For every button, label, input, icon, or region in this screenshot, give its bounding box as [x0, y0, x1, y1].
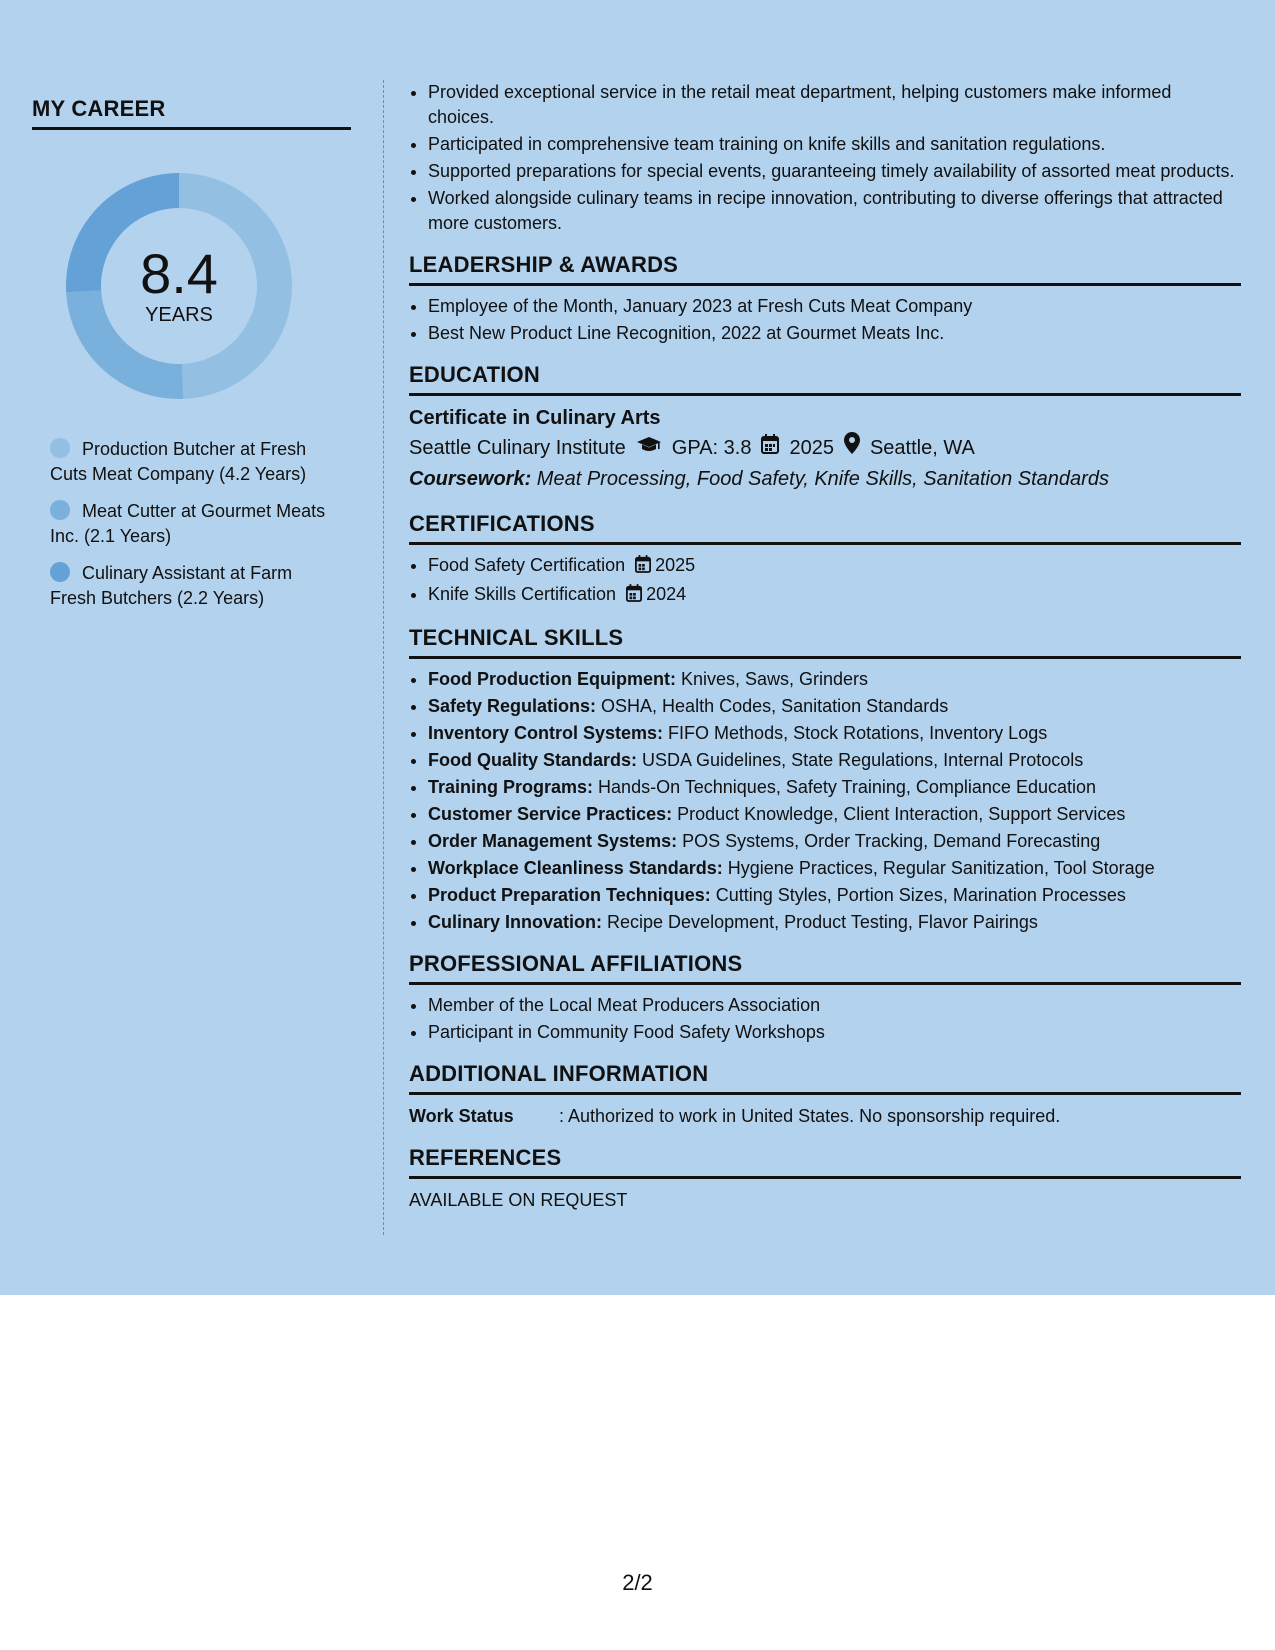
list-item [428, 553, 1241, 580]
list-item [428, 829, 1241, 854]
references-title: REFERENCES [409, 1145, 1241, 1179]
education-section [409, 362, 1241, 495]
coursework-label: Coursework: [409, 468, 532, 490]
page-number: 2/2 [622, 1570, 653, 1595]
affiliations-section [409, 951, 1241, 1045]
skills-section [409, 625, 1241, 935]
education-title: EDUCATION [409, 362, 1241, 396]
list-item: • Provided exceptional service in the retail meat department, helping customers make informed choices. [428, 80, 1241, 130]
references-text: AVAILABLE ON REQUEST [409, 1190, 628, 1210]
list-item [428, 582, 1241, 609]
skill-values: Cutting Styles, Portion Sizes, Marination Processes [710, 885, 1126, 905]
skill-category: Product Preparation Techniques: [428, 885, 711, 905]
education-degree: Certificate in Culinary Arts [409, 407, 661, 429]
skills-title: TECHNICAL SKILLS [409, 625, 1241, 659]
career-legend [50, 437, 340, 611]
skill-category: Training Programs: [428, 777, 594, 797]
skill-category: Culinary Innovation: [428, 912, 603, 932]
skill-values: OSHA, Health Codes, Sanitation Standards [596, 696, 949, 716]
legend-dot [50, 438, 70, 458]
certification-year: 2024 [646, 584, 687, 604]
list-item [428, 748, 1241, 773]
legend-label: Meat Cutter at Gourmet Meats Inc. (2.1 Years) [50, 501, 326, 546]
career-donut-chart [64, 171, 294, 401]
additional-info-title: ADDITIONAL INFORMATION [409, 1061, 1241, 1095]
skill-values: FIFO Methods, Stock Rotations, Inventory Logs [663, 723, 1048, 743]
experience-bullets [409, 80, 1241, 236]
list-item: • Member of the Local Meat Producers Association [428, 993, 1241, 1018]
list-item: • Worked alongside culinary teams in recipe innovation, contributing to diverse offerings that attracted more customers. [428, 186, 1241, 236]
career-sidebar [32, 96, 351, 623]
work-status-row [409, 1103, 1241, 1129]
certification-name: Food Safety Certification [428, 555, 626, 575]
work-status-label: Work Status [409, 1106, 514, 1126]
list-item [428, 856, 1241, 881]
list-item [428, 721, 1241, 746]
total-years-value: 8.4 [140, 241, 218, 305]
graduation-cap-icon [636, 433, 662, 463]
skill-values: Recipe Development, Product Testing, Flavor Pairings [602, 912, 1038, 932]
education-location: Seattle, WA [869, 436, 975, 459]
work-status-value: : Authorized to work in United States. No sponsorship required. [559, 1106, 1061, 1126]
certifications-title: CERTIFICATIONS [409, 511, 1241, 545]
legend-label: Culinary Assistant at Farm Fresh Butchers (2.2 Years) [50, 563, 293, 608]
career-title: MY CAREER [32, 96, 351, 130]
list-item [428, 802, 1241, 827]
leadership-title: LEADERSHIP & AWARDS [409, 252, 1241, 286]
legend-dot [50, 562, 70, 582]
leadership-section [409, 252, 1241, 346]
list-item [428, 694, 1241, 719]
skill-category: Workplace Cleanliness Standards: [428, 858, 723, 878]
skill-category: Customer Service Practices: [428, 804, 673, 824]
coursework-value: Meat Processing, Food Safety, Knife Skills, Sanitation Standards [531, 468, 1109, 490]
legend-item [50, 437, 340, 487]
total-years-unit: YEARS [145, 303, 213, 326]
additional-info-section [409, 1061, 1241, 1129]
skill-values: Knives, Saws, Grinders [675, 669, 869, 689]
skill-values: Hands-On Techniques, Safety Training, Compliance Education [593, 777, 1097, 797]
skill-values: Product Knowledge, Client Interaction, Support Services [672, 804, 1126, 824]
skill-category: Food Production Equipment: [428, 669, 676, 689]
education-coursework [409, 463, 1241, 495]
skill-values: POS Systems, Order Tracking, Demand Forecasting [677, 831, 1101, 851]
education-details [409, 432, 1241, 463]
calendar-icon [626, 584, 642, 609]
education-gpa: GPA: 3.8 [671, 436, 752, 459]
list-item [428, 883, 1241, 908]
calendar-icon [635, 555, 651, 580]
list-item: • Participated in comprehensive team training on knife skills and sanitation regulations. [428, 132, 1241, 157]
list-item: • Best New Product Line Recognition, 2022 at Gourmet Meats Inc. [428, 321, 1241, 346]
list-item: • Employee of the Month, January 2023 at Fresh Cuts Meat Company [428, 294, 1241, 319]
skill-category: Inventory Control Systems: [428, 723, 664, 743]
affiliations-title: PROFESSIONAL AFFILIATIONS [409, 951, 1241, 985]
education-year: 2025 [789, 436, 834, 459]
certification-name: Knife Skills Certification [428, 584, 617, 604]
list-item [428, 910, 1241, 935]
skill-values: Hygiene Practices, Regular Sanitization, Tool Storage [722, 858, 1155, 878]
skill-category: Safety Regulations: [428, 696, 597, 716]
references-section [409, 1145, 1241, 1213]
main-content [409, 80, 1241, 1213]
skill-category: Food Quality Standards: [428, 750, 638, 770]
list-item [428, 667, 1241, 692]
list-item [428, 775, 1241, 800]
column-divider [383, 80, 384, 1235]
certifications-section [409, 511, 1241, 609]
legend-dot [50, 500, 70, 520]
legend-label: Production Butcher at Fresh Cuts Meat Company (4.2 Years) [50, 439, 307, 484]
certification-year: 2025 [655, 555, 696, 575]
education-school: Seattle Culinary Institute [409, 436, 626, 459]
legend-item [50, 561, 340, 611]
location-pin-icon [844, 432, 860, 463]
skill-values: USDA Guidelines, State Regulations, Internal Protocols [637, 750, 1084, 770]
calendar-icon [761, 433, 779, 463]
list-item: • Participant in Community Food Safety Workshops [428, 1020, 1241, 1045]
list-item: • Supported preparations for special events, guaranteeing timely availability of assorted meat products. [428, 159, 1241, 184]
skill-category: Order Management Systems: [428, 831, 678, 851]
legend-item [50, 499, 340, 549]
